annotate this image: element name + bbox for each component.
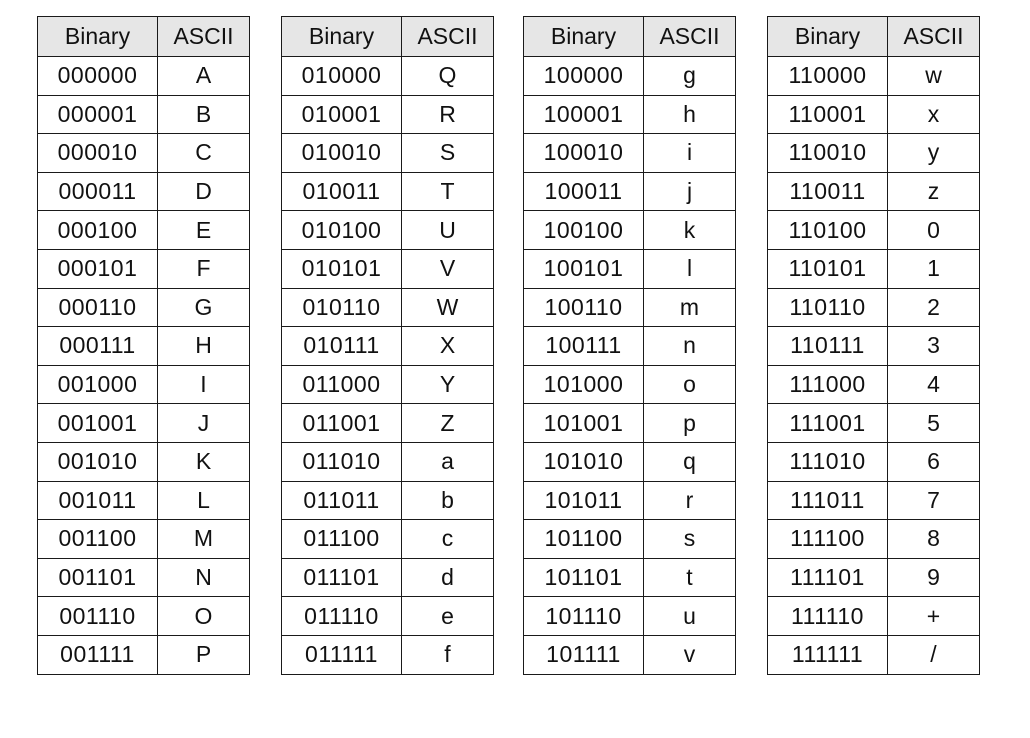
table-row	[524, 134, 736, 173]
ascii-cell: q	[644, 442, 736, 481]
binary-header: Binary	[768, 17, 888, 57]
table-row	[282, 134, 494, 173]
binary-cell: 011011	[282, 481, 402, 520]
table-row	[524, 558, 736, 597]
ascii-cell: x	[888, 95, 980, 134]
ascii-cell: f	[402, 635, 494, 674]
table-row	[38, 442, 250, 481]
binary-cell: 001011	[38, 481, 158, 520]
ascii-header: ASCII	[644, 17, 736, 57]
binary-cell: 000101	[38, 249, 158, 288]
ascii-cell: 9	[888, 558, 980, 597]
table-row	[282, 95, 494, 134]
binary-cell: 110011	[768, 172, 888, 211]
binary-cell: 101001	[524, 404, 644, 443]
table-row	[282, 365, 494, 404]
binary-cell: 010010	[282, 134, 402, 173]
ascii-cell: W	[402, 288, 494, 327]
code-table-3	[523, 16, 736, 675]
ascii-cell: V	[402, 249, 494, 288]
binary-cell: 100101	[524, 249, 644, 288]
code-table-2	[281, 16, 494, 675]
ascii-cell: +	[888, 597, 980, 636]
ascii-cell: y	[888, 134, 980, 173]
table-row	[282, 172, 494, 211]
table-row	[38, 558, 250, 597]
binary-cell: 010011	[282, 172, 402, 211]
binary-cell: 111101	[768, 558, 888, 597]
binary-cell: 011111	[282, 635, 402, 674]
table-row	[768, 249, 980, 288]
ascii-cell: P	[158, 635, 250, 674]
table-row	[38, 288, 250, 327]
ascii-cell: w	[888, 57, 980, 96]
ascii-cell: A	[158, 57, 250, 96]
table-row	[524, 442, 736, 481]
binary-cell: 001111	[38, 635, 158, 674]
ascii-cell: S	[402, 134, 494, 173]
ascii-cell: U	[402, 211, 494, 250]
ascii-cell: X	[402, 327, 494, 366]
table-row	[768, 288, 980, 327]
binary-cell: 000010	[38, 134, 158, 173]
ascii-cell: 5	[888, 404, 980, 443]
ascii-cell: a	[402, 442, 494, 481]
binary-cell: 100100	[524, 211, 644, 250]
ascii-cell: e	[402, 597, 494, 636]
table-row	[768, 404, 980, 443]
ascii-cell: u	[644, 597, 736, 636]
ascii-header: ASCII	[158, 17, 250, 57]
table-row	[38, 134, 250, 173]
table-row	[768, 442, 980, 481]
header-row	[768, 17, 980, 57]
binary-cell: 110110	[768, 288, 888, 327]
binary-cell: 100000	[524, 57, 644, 96]
table-row	[768, 481, 980, 520]
ascii-cell: r	[644, 481, 736, 520]
ascii-cell: t	[644, 558, 736, 597]
binary-cell: 010110	[282, 288, 402, 327]
ascii-cell: I	[158, 365, 250, 404]
binary-cell: 001010	[38, 442, 158, 481]
table-row	[524, 95, 736, 134]
binary-cell: 000011	[38, 172, 158, 211]
table-row	[38, 95, 250, 134]
ascii-cell: 8	[888, 520, 980, 559]
binary-cell: 111100	[768, 520, 888, 559]
binary-cell: 111010	[768, 442, 888, 481]
table-row	[768, 327, 980, 366]
table-row	[282, 288, 494, 327]
ascii-cell: G	[158, 288, 250, 327]
table-row	[282, 520, 494, 559]
binary-cell: 101100	[524, 520, 644, 559]
table-row	[282, 635, 494, 674]
binary-cell: 110001	[768, 95, 888, 134]
ascii-cell: o	[644, 365, 736, 404]
table-row	[524, 635, 736, 674]
table-row	[282, 211, 494, 250]
table-row	[38, 249, 250, 288]
ascii-cell: 3	[888, 327, 980, 366]
table-row	[768, 365, 980, 404]
binary-cell: 011110	[282, 597, 402, 636]
binary-header: Binary	[524, 17, 644, 57]
binary-cell: 000001	[38, 95, 158, 134]
table-row	[768, 597, 980, 636]
ascii-cell: D	[158, 172, 250, 211]
binary-cell: 001110	[38, 597, 158, 636]
binary-cell: 110111	[768, 327, 888, 366]
binary-cell: 110010	[768, 134, 888, 173]
table-row	[38, 597, 250, 636]
binary-cell: 110100	[768, 211, 888, 250]
table-row	[524, 172, 736, 211]
table-row	[524, 249, 736, 288]
table-row	[524, 57, 736, 96]
binary-cell: 110101	[768, 249, 888, 288]
ascii-cell: z	[888, 172, 980, 211]
table-row	[282, 442, 494, 481]
table-row	[38, 404, 250, 443]
binary-cell: 111111	[768, 635, 888, 674]
binary-cell: 111000	[768, 365, 888, 404]
table-row	[768, 95, 980, 134]
header-row	[282, 17, 494, 57]
ascii-cell: M	[158, 520, 250, 559]
table-row	[282, 249, 494, 288]
ascii-cell: Z	[402, 404, 494, 443]
table-row	[524, 404, 736, 443]
ascii-cell: F	[158, 249, 250, 288]
ascii-cell: 7	[888, 481, 980, 520]
ascii-cell: 1	[888, 249, 980, 288]
ascii-cell: c	[402, 520, 494, 559]
binary-cell: 100110	[524, 288, 644, 327]
ascii-header: ASCII	[888, 17, 980, 57]
table-row	[768, 558, 980, 597]
ascii-cell: B	[158, 95, 250, 134]
code-table-4	[767, 16, 980, 675]
table-row	[282, 327, 494, 366]
ascii-cell: Y	[402, 365, 494, 404]
table-row	[524, 365, 736, 404]
ascii-cell: 6	[888, 442, 980, 481]
binary-header: Binary	[38, 17, 158, 57]
table-row	[282, 481, 494, 520]
ascii-cell: J	[158, 404, 250, 443]
binary-cell: 111001	[768, 404, 888, 443]
binary-cell: 001100	[38, 520, 158, 559]
table-row	[38, 57, 250, 96]
ascii-cell: k	[644, 211, 736, 250]
binary-cell: 111110	[768, 597, 888, 636]
code-table-1	[37, 16, 250, 675]
ascii-cell: g	[644, 57, 736, 96]
table-row	[282, 57, 494, 96]
binary-cell: 101000	[524, 365, 644, 404]
binary-cell: 101010	[524, 442, 644, 481]
table-row	[524, 211, 736, 250]
binary-cell: 101011	[524, 481, 644, 520]
ascii-cell: O	[158, 597, 250, 636]
ascii-cell: C	[158, 134, 250, 173]
binary-cell: 111011	[768, 481, 888, 520]
binary-cell: 011001	[282, 404, 402, 443]
ascii-cell: s	[644, 520, 736, 559]
ascii-cell: p	[644, 404, 736, 443]
table-row	[768, 134, 980, 173]
binary-cell: 001101	[38, 558, 158, 597]
table-row	[38, 327, 250, 366]
binary-cell: 000000	[38, 57, 158, 96]
ascii-cell: L	[158, 481, 250, 520]
binary-cell: 101111	[524, 635, 644, 674]
table-row	[524, 520, 736, 559]
ascii-cell: i	[644, 134, 736, 173]
binary-cell: 011101	[282, 558, 402, 597]
binary-cell: 001000	[38, 365, 158, 404]
binary-cell: 011100	[282, 520, 402, 559]
table-row	[768, 172, 980, 211]
ascii-cell: m	[644, 288, 736, 327]
binary-cell: 110000	[768, 57, 888, 96]
binary-cell: 011010	[282, 442, 402, 481]
table-row	[768, 520, 980, 559]
table-row	[768, 57, 980, 96]
binary-cell: 010101	[282, 249, 402, 288]
ascii-cell: R	[402, 95, 494, 134]
table-row	[282, 597, 494, 636]
ascii-cell: d	[402, 558, 494, 597]
table-row	[38, 365, 250, 404]
ascii-cell: /	[888, 635, 980, 674]
ascii-cell: b	[402, 481, 494, 520]
ascii-cell: 2	[888, 288, 980, 327]
ascii-cell: E	[158, 211, 250, 250]
binary-cell: 101110	[524, 597, 644, 636]
table-row	[524, 327, 736, 366]
binary-cell: 010111	[282, 327, 402, 366]
ascii-cell: K	[158, 442, 250, 481]
table-row	[38, 481, 250, 520]
header-row	[524, 17, 736, 57]
table-row	[38, 172, 250, 211]
ascii-cell: 0	[888, 211, 980, 250]
ascii-cell: T	[402, 172, 494, 211]
binary-cell: 100010	[524, 134, 644, 173]
ascii-cell: h	[644, 95, 736, 134]
table-row	[38, 635, 250, 674]
table-row	[524, 288, 736, 327]
ascii-header: ASCII	[402, 17, 494, 57]
table-row	[524, 481, 736, 520]
binary-cell: 100111	[524, 327, 644, 366]
table-row	[282, 404, 494, 443]
binary-cell: 010001	[282, 95, 402, 134]
binary-cell: 011000	[282, 365, 402, 404]
table-row	[38, 520, 250, 559]
binary-cell: 101101	[524, 558, 644, 597]
ascii-cell: l	[644, 249, 736, 288]
ascii-cell: n	[644, 327, 736, 366]
table-row	[768, 635, 980, 674]
ascii-cell: 4	[888, 365, 980, 404]
binary-header: Binary	[282, 17, 402, 57]
table-row	[524, 597, 736, 636]
binary-cell: 100011	[524, 172, 644, 211]
table-row	[282, 558, 494, 597]
ascii-cell: j	[644, 172, 736, 211]
ascii-cell: N	[158, 558, 250, 597]
ascii-cell: H	[158, 327, 250, 366]
ascii-cell: Q	[402, 57, 494, 96]
binary-cell: 010100	[282, 211, 402, 250]
binary-cell: 000100	[38, 211, 158, 250]
binary-cell: 100001	[524, 95, 644, 134]
binary-cell: 010000	[282, 57, 402, 96]
table-row	[768, 211, 980, 250]
ascii-cell: v	[644, 635, 736, 674]
header-row	[38, 17, 250, 57]
binary-cell: 000111	[38, 327, 158, 366]
binary-cell: 001001	[38, 404, 158, 443]
table-row	[38, 211, 250, 250]
binary-cell: 000110	[38, 288, 158, 327]
